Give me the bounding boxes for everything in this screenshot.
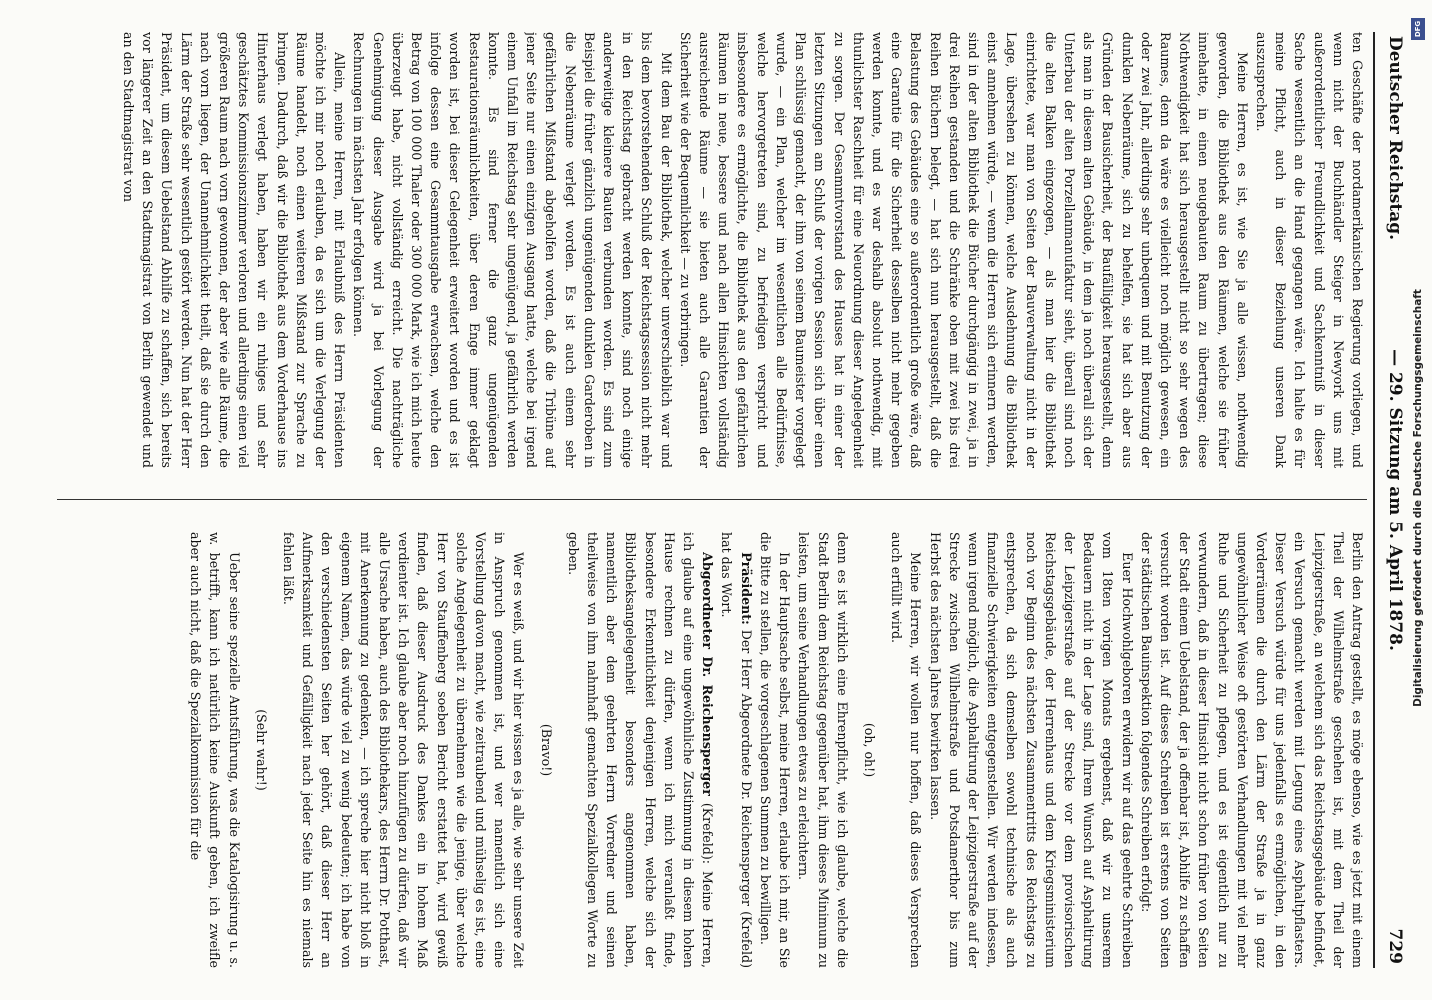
digitization-text: Digitalisierung gefördert durch die Deutsche Forschungsgemeinschaft bbox=[1412, 289, 1424, 707]
interjection: (Bravo!) bbox=[538, 723, 554, 777]
speaker-paragraph bbox=[717, 532, 755, 968]
paragraph: Berlin den Antrag gestellt, es möge ebenso, wie es jetzt mit einem Theil der Wilhelmstraße geschehen ist, mit dem Theil der Leipzigerstraße, an welchem sich das Reichstagsgebäude befindet, ein Versuch gemacht werden mit Legung eines Asphaltpflasters. Dieser Versuch würde für uns jedenfalls es ermöglichen, in den Vorderräumen die durch den Lärm der Straße ja in ganz ungewöhnlicher Weise oft gestörten Verhandlungen mit viel mehr Ruhe und Sicherheit zu pflegen, und es ist eigentlich nur zu verwundern, daß in dieser Hinsicht nicht schon früher von Seiten der Stadt einem Uebelstand, der ja offenbar ist, Abhilfe zu schaffen versucht worden ist. Auf dieses Schreiben ist erstens von Seiten der städtischen Bauinspektion folgendes Schreiben erfolgt: bbox=[1138, 532, 1365, 968]
dfg-logo: DFG bbox=[1411, 18, 1425, 40]
digitization-notice bbox=[1408, 18, 1428, 978]
paragraph: Meine Herren, wir wollen nur hoffen, daß dieses Versprechen auch erfüllt wird. bbox=[889, 532, 924, 968]
paragraph: denn es ist wirklich eine Ehrenpflicht, wie ich glaube, welche die Stadt Berlin dem Reichstag gegenüber hat, ihm dieses Minimum zu leisten, um seine Verhandlungen etwas zu erleichtern. bbox=[796, 532, 850, 968]
paragraph: Meine Herren, es ist, wie Sie ja alle wissen, nothwendig geworden, die Bibliothek aus den Räumen, welche sie früher innehatte, in einen neugebauten Raum zu übertragen; diese Nothwendigkeit hat sich herausgestellt nicht so sehr wegen des Raumes, denn da wäre es vielleicht noch möglich gewesen, ein oder zwei Jahr, allerdings sehr unbequem und mit Benutzung der dunklen Nebenräume, sich zu behelfen, sie hat sich aber aus Gründen der Bausicherheit, der Baufälligkeit herausgestellt, denn als man in diesem alten Gebäude, in dem ja noch überall sich der Unterbau der alten Porzellanmanufaktur sieht, überall sind noch die alten Balken eingezogen, — als man hier die Bibliothek einrichtete, war man von Seiten der Bauverwaltung nicht in der Lage, übersehen zu können, welche Ausdehnung die Bibliothek einst annehmen würde, — wenn die Herren sich erinnern werden, sind in der alten Bibliothek die Bücher durchgängig in zwei, ja in drei Reihen gestanden und die Schränke oben mit zwei bis drei Reihen Büchern belegt, — hat sich nun herausgestellt, daß die Belastung des Gebäudes eine so außerordentlich große wäre, daß eine Garantie für die Sicherheit desselben nicht mehr gegeben werden konnte, und es war deshalb absolut nothwendig, mit thunlichster Raschheit für eine Neuordnung dieser Angelegenheit zu sorgen. Der Gesammtvorstand des Hauses hat in einer der letzten Sitzungen am Schluß der vorigen Session sich über einen Plan schlüssig gemacht, der ihm von seinem Baumeister vorgelegt wurde, — ein Plan, welcher im wesentlichen alle Bedürfnisse, welche hervorgetreten sind, zu befriedigen verspricht und insbesondere es ermöglichte, die Bibliothek aus den gefährlichen Räumen in neue, bessere und nach allen Hinsichten vollständig ausreichende Räume — sie bieten auch alle Garantien der Sicherheit wie der Bequemlichkeit — zu verbringen. bbox=[677, 32, 1250, 468]
rotated-page-content bbox=[21, 14, 1411, 986]
text-columns bbox=[37, 32, 1367, 968]
speaker-paragraph bbox=[564, 532, 718, 968]
paragraph: ten Geschäfte der nordamerikanischen Regierung vorliegen, und wenn nicht der Buchhändler Steiger in Newyork uns mit außerordentlicher Freundlichkeit und Sachkenntniß in dieser Sache wesentlich an die Hand gegangen wäre. Ich halte es für meine Pflicht, auch in dieser Beziehung unseren Dank auszusprechen. bbox=[1253, 32, 1365, 468]
quoted-letter: Euer Hochwohlgeboren erwidern wir auf das geehrte Schreiben vom 18ten vorigen Monats ergebenst, daß wir zu unserem Bedauern nicht in der Lage sind, Ihrem Wunsch auf Asphaltirung der Leipzigerstraße auf der Strecke vor dem provisorischen Reichstagsgebäude, der Herrenhaus und dem Kriegsministerium noch vor Beginn des nächsten Zusammentritts des Reichstags zu entsprechen, da sich demselben sowohl technische als auch finanzielle Schwierigkeiten entgegenstellen. Wir werden indessen, wenn irgend möglich, die Asphaltirung der Leipzigerstraße auf der Strecke zwischen Wilhelmstraße und Potsdamerthor bis zum Herbst des nächsten Jahres bewirken lassen. bbox=[927, 532, 1135, 968]
speaker-text: Der Herr Abgeordnete Dr. Reichensperger (Krefeld) hat das Wort. bbox=[719, 532, 754, 968]
paragraph: Allein, meine Herren, mit Erlaubniß des Herrn Präsidenten möchte ich mir noch erlauben, da es sich um die Verlegung der Räume handelt, noch einen weiteren Mißstand zur Sprache zu bringen. Dadurch, daß wir die Bibliothek aus dem Vorderhause ins Hinterhaus verlegt haben, haben wir ein ruhiges und sehr geschätztes Kommissionszimmer verloren und allerdings einen viel größeren Raum nach vorn gewonnen, der aber wie alle Räume, die nach vorn liegen, der Unannehmlichkeit theilt, daß sie durch den Lärm der Straße sehr wesentlich gestört werden. Nun hat der Herr Präsident, um diesem Uebelstand Abhilfe zu schaffen, sich bereits vor längerer Zeit an den Stadtmagistrat von Berlin gewendet und an den Stadtmagistrat von bbox=[121, 32, 348, 468]
paragraph: Mit dem Bau der Bibliothek, welcher unverschieblich war und bis dem bevorstehenden Schluß der Reichstagssession nicht mehr in den Reichstag gebracht werden konnte, sind noch einige anderweitige kleinere Bauten verbunden worden. Es sind zum Beispiel die früher gänzlich ungenügenden dunklen Garderoben in die Nebenräume verlegt worden. Es ist auch einem sehr gefährlichen Mißstand abgeholfen worden, daß die Tribüne auf jener Seite nur einen einzigen Ausgang hatte, welche bei irgend einem Unfall im Reichstag sehr ungenügend, ja gefährlich werden konnte. Es sind ferner die ganz ungenügenden Restaurationsräumlichkeiten, über deren Enge immer geklagt worden ist, bei dieser Gelegenheit erweitert worden und es ist infolge dessen eine Gesammtausgabe erwachsen, welche den Betrag von 100 000 Thaler oder 300 000 Mark, wie ich mich heute überzeugt habe, nicht vollständig erreicht. Die nachträgliche Genehmigung dieser Ausgabe wird ja bei Vorlegung der Rechnungen im nächsten Jahr erfolgen können. bbox=[351, 32, 674, 468]
interjection: (oh, oh!) bbox=[861, 722, 877, 778]
header-publication: Deutscher Reichstag. bbox=[1385, 36, 1405, 241]
speaker-name: Abgeordneter Dr. Reichensperger bbox=[700, 552, 716, 796]
paragraph: Wer es weiß, und wir hier wissen es ja alle, wie sehr unsere Zeit in Anspruch genommen ist, und wer namentlich sich eine Vorstellung davon macht, wie zeitraubend und mühselig es ist, eine solche Angelegenheit zu übernehmen wie die jenige, über welche Herr von Stauffenberg soeben Bericht erstattet hat, wird gewiß finden, daß dieser Ausdruck des Dankes ein in hohem Maß verdienter ist. Ich glaube aber noch hinzufügen zu dürfen, daß wir alle Ursache haben, auch des Bibliothekars, des Herrn Dr. Potthast, mit Anerkennung zu gedenken, — ich spreche hier nicht bloß in eigenem Namen, das würde viel zu wenig bedeuten; ich habe von den verschiedensten Seiten her gehört, daß dieser Herr an Aufmerksamkeit und Gefälligkeit nach jeder Seite hin es niemals fehlen läßt. bbox=[281, 532, 527, 968]
interjection: (Sehr wahr!) bbox=[253, 709, 269, 791]
paragraph: In der Hauptsache selbst, meine Herren, erlaube ich mir, an Sie die Bitte zu stellen, die vorgeschlagenen Summen zu bewilligen. bbox=[757, 532, 793, 968]
left-column bbox=[47, 32, 1367, 468]
column-divider bbox=[57, 499, 1367, 500]
running-header bbox=[1373, 14, 1411, 986]
page-number: 729 bbox=[1385, 928, 1405, 964]
speaker-text: (Krefeld): Meine Herren, ich glaube auf eine ungewöhnliche Zustimmung in diesem hohen Hause rechnen zu dürfen, wenn ich mich veranlaßt finde, besondere Erkenntlichkeit denjenigen Herren, welche sich der Bibliotheksangelegenheit besonders angenommen haben, namentlich aber dem geehrten Herrn Vorredner und seinen theilweise von ihm nahmhaft gemachten Spezialkollegen Worte zu geben. bbox=[565, 532, 716, 968]
speaker-label: Präsident: bbox=[738, 552, 754, 625]
header-session: — 29. Sitzung am 5. April 1878. bbox=[1385, 349, 1405, 651]
paragraph: Ueber seine spezielle Amtsführung, was die Katalogisirung u. s. w. betrifft, kann ich natürlich keine Auskunft geben, ich zweifle aber auch nicht, daß die Spezialkommission für die bbox=[188, 532, 242, 968]
header-rule bbox=[1373, 32, 1375, 968]
right-column bbox=[47, 532, 1367, 968]
